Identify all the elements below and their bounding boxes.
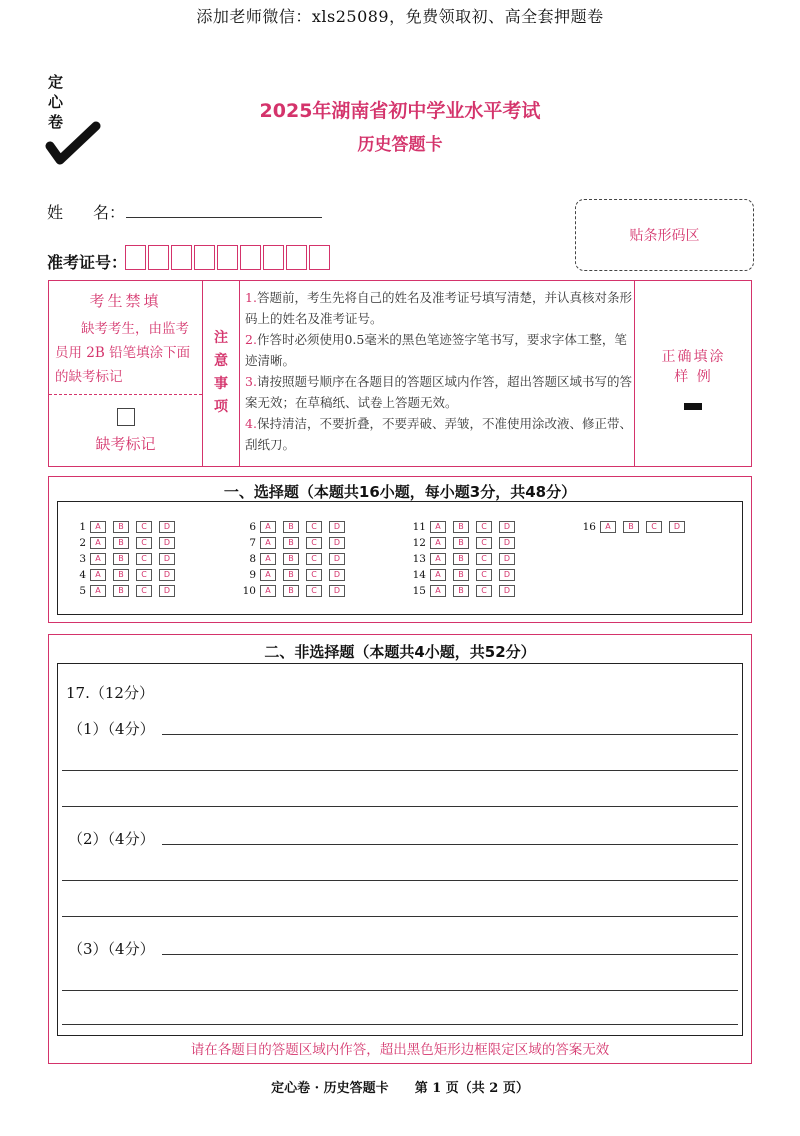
essay-section-title: 二、非选择题（本题共4小题，共52分）	[264, 643, 536, 661]
choice-option-bubble[interactable]: D	[329, 585, 345, 597]
notes-list	[245, 287, 637, 455]
id-digit-box[interactable]	[286, 245, 307, 270]
question-17-label: 17.（12分）	[66, 684, 154, 702]
choice-question-row	[410, 584, 522, 598]
choice-question-row	[410, 536, 522, 550]
choice-option-bubble[interactable]: A	[260, 521, 276, 533]
id-digit-box[interactable]	[194, 245, 215, 270]
choice-option-bubble[interactable]: A	[430, 521, 446, 533]
choice-option-bubble[interactable]: A	[430, 585, 446, 597]
choice-option-bubble[interactable]: C	[136, 553, 152, 565]
choice-option-bubble[interactable]: C	[646, 521, 662, 533]
note-text: 答题前，考生先将自己的姓名及准考证号填写清楚，并认真核对条形码上的姓名及准考证号。	[245, 290, 632, 326]
choice-option-bubble[interactable]: D	[499, 521, 515, 533]
choice-option-bubble[interactable]: C	[476, 521, 492, 533]
absent-checkbox[interactable]	[117, 408, 135, 426]
choice-option-bubble[interactable]: D	[499, 569, 515, 581]
note-item	[245, 287, 637, 329]
filled-sample-mark	[684, 403, 702, 410]
choice-option-bubble[interactable]: C	[136, 537, 152, 549]
choice-option-bubble[interactable]: B	[283, 585, 299, 597]
logo-char: 心	[48, 93, 64, 111]
note-num: 2.	[245, 332, 257, 347]
note-text: 作答时必须使用0.5毫米的黑色笔迹签字笔书写，要求字体工整，笔迹清晰。	[245, 332, 627, 368]
choice-question-row	[70, 584, 182, 598]
choice-option-bubble[interactable]: A	[600, 521, 616, 533]
answer-line[interactable]	[62, 916, 738, 917]
choice-question-row	[410, 568, 522, 582]
choice-question-row	[70, 568, 182, 582]
choice-option-bubble[interactable]: D	[329, 537, 345, 549]
choice-question-row	[240, 584, 352, 598]
choice-option-bubble[interactable]: D	[159, 569, 175, 581]
choice-option-bubble[interactable]: D	[159, 585, 175, 597]
id-digit-box[interactable]	[217, 245, 238, 270]
sample-label-line: 样 例	[674, 369, 713, 385]
name-label-char: 姓	[47, 203, 64, 222]
header-note: 添加老师微信：xls25089，免费领取初、高全套押题卷	[196, 7, 604, 26]
choice-option-bubble[interactable]: D	[159, 537, 175, 549]
choice-option-bubble[interactable]: C	[136, 521, 152, 533]
choice-option-bubble[interactable]: C	[136, 585, 152, 597]
choice-option-bubble[interactable]: C	[306, 569, 322, 581]
choice-option-bubble[interactable]: B	[113, 585, 129, 597]
barcode-label: 贴条形码区	[629, 228, 700, 244]
choice-option-bubble[interactable]: D	[669, 521, 685, 533]
choice-option-bubble[interactable]: C	[306, 553, 322, 565]
choice-option-bubble[interactable]: B	[453, 553, 469, 565]
choice-grid	[57, 501, 743, 615]
id-number-boxes[interactable]	[125, 245, 332, 270]
choice-option-bubble[interactable]: B	[453, 537, 469, 549]
choice-option-bubble[interactable]: C	[136, 569, 152, 581]
notes-heading-char: 项	[214, 399, 228, 415]
sub-question-label: （2）（4分）	[68, 830, 155, 848]
choice-option-bubble[interactable]: A	[90, 521, 106, 533]
choice-option-bubble[interactable]: A	[90, 585, 106, 597]
id-label: 准考证号：	[47, 253, 128, 272]
divider	[49, 394, 202, 395]
choice-option-bubble[interactable]: D	[329, 521, 345, 533]
info-panel	[48, 280, 752, 467]
choice-option-bubble[interactable]: C	[476, 585, 492, 597]
choice-option-bubble[interactable]: B	[113, 569, 129, 581]
notes-heading-char: 注	[214, 330, 228, 346]
id-digit-box[interactable]	[309, 245, 330, 270]
choice-question-row	[580, 520, 692, 534]
id-digit-box[interactable]	[125, 245, 146, 270]
choice-option-bubble[interactable]: D	[159, 521, 175, 533]
choice-question-row	[70, 536, 182, 550]
choice-option-bubble[interactable]: A	[260, 569, 276, 581]
choice-option-bubble[interactable]: D	[499, 585, 515, 597]
note-text: 保持清洁，不要折叠，不要弄破、弄皱，不准使用涂改液、修正带、刮纸刀。	[245, 416, 632, 452]
choice-option-bubble[interactable]: C	[306, 521, 322, 533]
choice-option-bubble[interactable]: A	[90, 553, 106, 565]
forbid-area	[49, 281, 203, 466]
sub-question-label: （1）（4分）	[68, 720, 155, 738]
page-footer	[0, 1077, 800, 1096]
choice-option-bubble[interactable]: C	[476, 569, 492, 581]
choice-option-bubble[interactable]: A	[90, 537, 106, 549]
choice-option-bubble[interactable]: C	[476, 553, 492, 565]
choice-option-bubble[interactable]: B	[113, 553, 129, 565]
question-number: 15	[412, 585, 426, 597]
page-number: 第 1 页（共 2 页）	[414, 1081, 529, 1096]
choice-option-bubble[interactable]: B	[283, 569, 299, 581]
sample-label-line: 正确填涂	[661, 349, 726, 365]
choice-option-bubble[interactable]: B	[453, 569, 469, 581]
barcode-area	[575, 199, 754, 271]
question-number: 12	[412, 537, 426, 549]
choice-question-row	[240, 536, 352, 550]
name-label-char: 名：	[93, 203, 126, 222]
choice-option-bubble[interactable]: D	[499, 537, 515, 549]
name-field[interactable]	[126, 217, 322, 218]
choice-question-row	[410, 552, 522, 566]
choice-question-row	[70, 520, 182, 534]
choice-option-bubble[interactable]: D	[329, 553, 345, 565]
question-number: 1	[79, 521, 86, 533]
answer-line[interactable]	[62, 880, 738, 881]
choice-option-bubble[interactable]: A	[90, 569, 106, 581]
choice-question-row	[240, 552, 352, 566]
choice-option-bubble[interactable]: A	[430, 553, 446, 565]
question-number: 9	[249, 569, 256, 581]
id-digit-box[interactable]	[240, 245, 261, 270]
note-num: 3.	[245, 374, 257, 389]
id-digit-box[interactable]	[263, 245, 284, 270]
choice-option-bubble[interactable]: B	[453, 521, 469, 533]
notes-heading-col	[203, 281, 240, 466]
exam-subtitle: 历史答题卡	[357, 135, 443, 155]
logo-char: 卷	[48, 113, 64, 131]
question-number: 13	[412, 553, 426, 565]
answer-line[interactable]	[62, 1024, 738, 1025]
question-number: 10	[242, 585, 256, 597]
sample-area	[634, 281, 752, 466]
question-number: 16	[582, 521, 596, 533]
choice-section-title: 一、选择题（本题共16小题，每小题3分，共48分）	[223, 483, 577, 501]
id-digit-box[interactable]	[171, 245, 192, 270]
choice-option-bubble[interactable]: D	[499, 553, 515, 565]
question-number: 4	[79, 569, 86, 581]
choice-option-bubble[interactable]: C	[306, 537, 322, 549]
choice-question-row	[70, 552, 182, 566]
choice-option-bubble[interactable]: B	[113, 521, 129, 533]
choice-question-row	[410, 520, 522, 534]
choice-option-bubble[interactable]: B	[283, 521, 299, 533]
notes-heading-char: 事	[214, 376, 228, 392]
sub-question-label: （3）（4分）	[68, 940, 155, 958]
choice-option-bubble[interactable]: A	[260, 537, 276, 549]
choice-option-bubble[interactable]: B	[283, 537, 299, 549]
question-number: 14	[412, 569, 426, 581]
absent-label: 缺考标记	[95, 435, 156, 453]
answer-line[interactable]	[62, 770, 738, 771]
logo-char: 定	[48, 73, 64, 91]
choice-option-bubble[interactable]: D	[329, 569, 345, 581]
question-number: 5	[79, 585, 86, 597]
choice-option-bubble[interactable]: A	[260, 585, 276, 597]
answer-line[interactable]	[162, 734, 738, 735]
note-item	[245, 413, 637, 455]
choice-question-row	[240, 520, 352, 534]
question-number: 2	[79, 537, 86, 549]
note-item	[245, 371, 637, 413]
choice-option-bubble[interactable]: C	[306, 585, 322, 597]
forbid-title: 考生禁填	[89, 292, 162, 310]
question-number: 7	[249, 537, 256, 549]
choice-option-bubble[interactable]: B	[453, 585, 469, 597]
exam-title: 2025年湖南省初中学业水平考试	[259, 100, 541, 122]
choice-option-bubble[interactable]: C	[476, 537, 492, 549]
question-number: 3	[79, 553, 86, 565]
note-num: 1.	[245, 290, 257, 305]
choice-question-row	[240, 568, 352, 582]
forbid-text: 缺考考生，由监考员用 2B 铅笔填涂下面的缺考标记	[55, 321, 191, 385]
note-text: 请按照题号顺序在各题目的答题区域内作答，超出答题区域书写的答案无效；在草稿纸、试卷上答题无效。	[245, 374, 632, 410]
notes-heading	[213, 327, 229, 419]
essay-section	[48, 634, 752, 1064]
choice-section	[48, 476, 752, 623]
choice-option-bubble[interactable]: A	[260, 553, 276, 565]
answer-area-warning: 请在各题目的答题区域内作答，超出黑色矩形边框限定区域的答案无效	[190, 1042, 610, 1058]
answer-box	[57, 663, 743, 1036]
choice-option-bubble[interactable]: B	[113, 537, 129, 549]
choice-option-bubble[interactable]: A	[430, 537, 446, 549]
answer-line[interactable]	[162, 954, 738, 955]
choice-option-bubble[interactable]: A	[430, 569, 446, 581]
answer-line[interactable]	[62, 990, 738, 991]
choice-option-bubble[interactable]: B	[283, 553, 299, 565]
question-number: 6	[249, 521, 256, 533]
choice-option-bubble[interactable]: B	[623, 521, 639, 533]
note-item	[245, 329, 637, 371]
answer-line[interactable]	[162, 844, 738, 845]
sample-label	[635, 347, 752, 387]
notes-heading-char: 意	[214, 353, 228, 369]
name-label	[47, 200, 125, 223]
answer-line[interactable]	[62, 806, 738, 807]
choice-option-bubble[interactable]: D	[159, 553, 175, 565]
question-number: 11	[412, 521, 426, 533]
id-digit-box[interactable]	[148, 245, 169, 270]
note-num: 4.	[245, 416, 257, 431]
footer-card-name: 定心卷 · 历史答题卡	[271, 1081, 389, 1096]
question-number: 8	[249, 553, 256, 565]
